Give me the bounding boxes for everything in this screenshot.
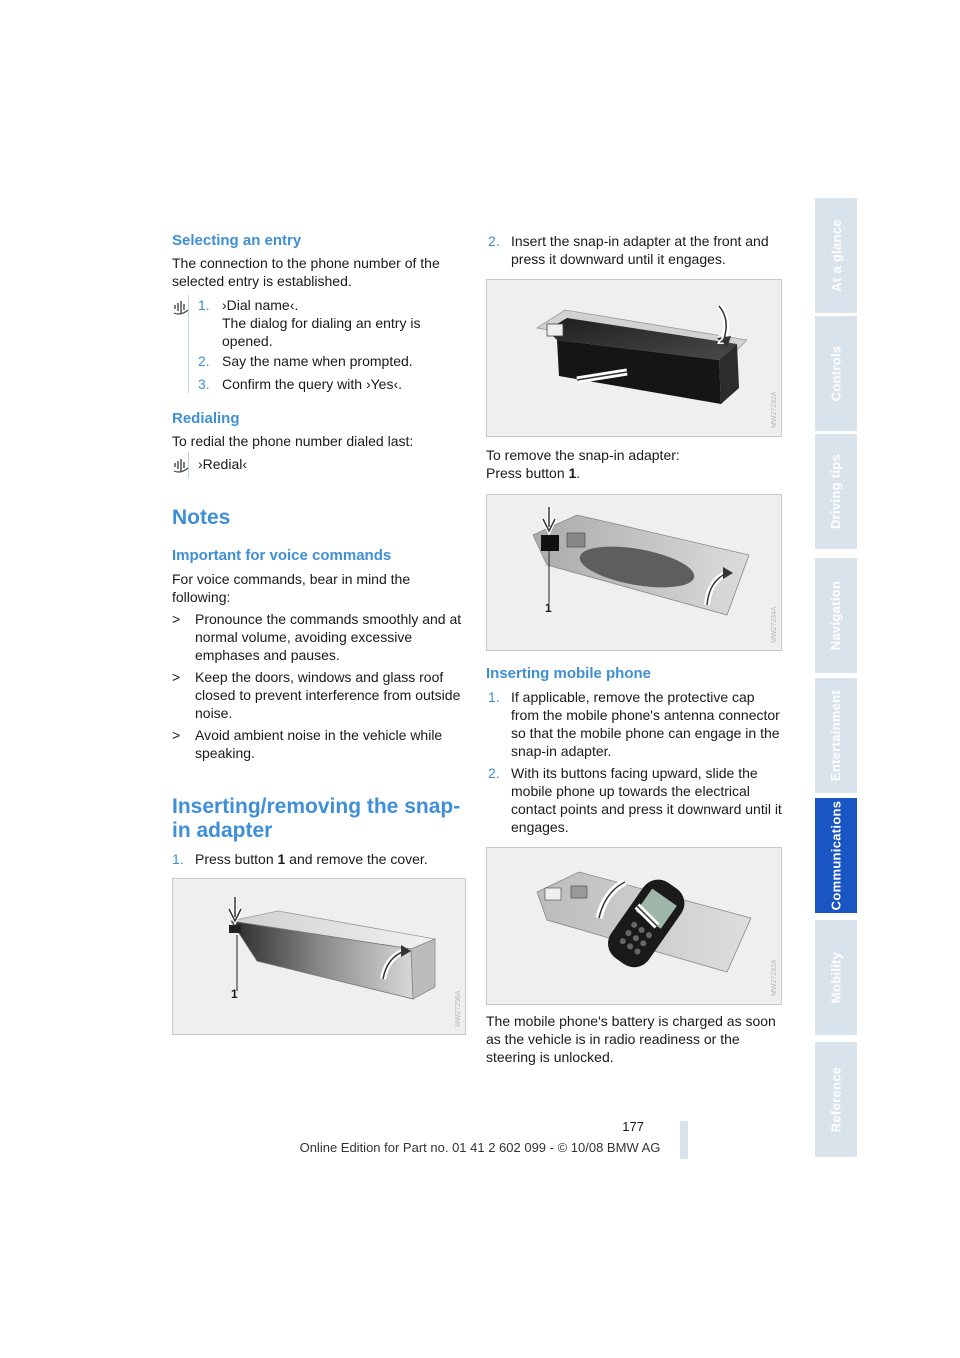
step-text: Insert the snap-in adapter at the front and press it downward until it engages. [511, 233, 769, 267]
tab-controls[interactable] [815, 316, 857, 434]
bullet-marker: > [172, 611, 181, 627]
figure-insert-adapter [486, 279, 782, 437]
bullet-text: Pronounce the commands smoothly and at normal volume, avoiding excessive emphases and pauses. [195, 611, 462, 663]
inserting-heading-line2: in adapter [172, 819, 273, 842]
important-heading: Important for voice commands [172, 547, 392, 564]
step-text: Confirm the query with ›Yes‹. [222, 376, 402, 392]
inserting-heading [172, 795, 460, 843]
tab-entertainment[interactable] [815, 678, 857, 796]
redial-command: ›Redial‹ [198, 456, 248, 472]
step-number: 1. [488, 689, 500, 705]
tab-label: At a glance [828, 219, 844, 292]
inserting-step-2 [488, 232, 778, 268]
mobile-step-1 [488, 688, 782, 760]
command-divider [188, 452, 189, 478]
step-number: 2. [198, 353, 210, 369]
important-text: For voice commands, bear in mind the following: [172, 571, 411, 605]
mobile-heading: Inserting mobile phone [486, 665, 652, 682]
figure-callout-label: 1 [545, 601, 552, 615]
figure-callout-label: 2 [717, 332, 725, 347]
inserting-heading-line1: Inserting/removing the snap- [172, 795, 461, 818]
step-1 [198, 296, 458, 314]
press-text-a: Press button [486, 465, 569, 481]
tab-mobility[interactable] [815, 920, 857, 1038]
mobile-step-2 [488, 764, 782, 836]
tab-label: Navigation [828, 580, 844, 651]
figure-code: MW27233A [771, 959, 778, 996]
tab-label: Reference [828, 1066, 844, 1133]
selecting-heading: Selecting an entry [172, 232, 302, 249]
figure-code: MW27234A [771, 606, 778, 643]
step-command: ›Dial name‹. [222, 297, 299, 313]
tab-label: Controls [828, 345, 844, 402]
battery-text: The mobile phone's battery is charged as soon as the vehicle is in radio readiness or the steering is unlocked. [486, 1013, 776, 1065]
tab-label: Communications [828, 800, 844, 911]
figure-code: MW27232A [771, 391, 778, 428]
step-number: 1. [172, 851, 184, 867]
step-1-detail: The dialog for dialing an entry is opened. [222, 315, 421, 349]
step-number: 3. [198, 376, 210, 392]
chapter-tabs [815, 198, 857, 1160]
figure-insert-phone [486, 847, 782, 1005]
footer-text: Online Edition for Part no. 01 41 2 602 099 - © 10/08 BMW AG [299, 1140, 661, 1155]
step-3 [198, 375, 458, 393]
step-number: 2. [488, 765, 500, 781]
inserting-step-1 [172, 850, 462, 868]
step-text: Say the name when prompted. [222, 353, 413, 369]
bullet-marker: > [172, 669, 181, 685]
step-text: If applicable, remove the protective cap from the mobile phone's antenna connector so that the mobile phone can engage in the snap-in adapter. [511, 689, 780, 759]
step-number: 1. [198, 297, 210, 313]
figure-callout-label: 1 [231, 987, 238, 1001]
button-ref: 1 [277, 851, 286, 867]
tab-navigation[interactable] [815, 558, 857, 676]
step-text [195, 850, 428, 868]
tab-label: Driving tips [828, 453, 844, 530]
step-2 [198, 352, 458, 370]
tab-driving-tips[interactable] [815, 434, 857, 552]
bullet-item [172, 726, 462, 762]
bullet-marker: > [172, 727, 181, 743]
figure-remove-adapter [486, 494, 782, 651]
tab-label: Mobility [828, 951, 844, 1004]
command-divider [188, 295, 189, 393]
step-text: With its buttons facing upward, slide the mobile phone up towards the electrical contact points and press it downward until it engages. [511, 765, 782, 835]
tab-label: Entertainment [828, 689, 844, 782]
figure-code: MW27236A [455, 990, 462, 1027]
step-number: 2. [488, 233, 500, 249]
bullet-text: Avoid ambient noise in the vehicle while speaking. [195, 727, 443, 761]
notes-heading: Notes [172, 506, 231, 529]
page-number: 177 [622, 1119, 644, 1134]
selecting-text: The connection to the phone number of the selected entry is established. [172, 255, 440, 289]
bullet-item [172, 610, 462, 664]
tab-communications[interactable] [815, 798, 857, 916]
button-ref: 1 [568, 465, 577, 481]
bullet-text: Keep the doors, windows and glass roof closed to prevent interference from outside noise. [195, 669, 461, 721]
redialing-heading: Redialing [172, 410, 240, 427]
bullet-item [172, 668, 462, 722]
step-text-a: Press button [195, 851, 278, 867]
step-text-b: and remove the cover. [285, 851, 428, 867]
press-text-b: . [576, 465, 581, 481]
redialing-text: To redial the phone number dialed last: [172, 433, 414, 449]
remove-text: To remove the snap-in adapter: [486, 447, 680, 463]
tab-at-a-glance[interactable] [815, 198, 857, 316]
press-text [486, 464, 580, 482]
figure-adapter-cover [172, 878, 466, 1035]
